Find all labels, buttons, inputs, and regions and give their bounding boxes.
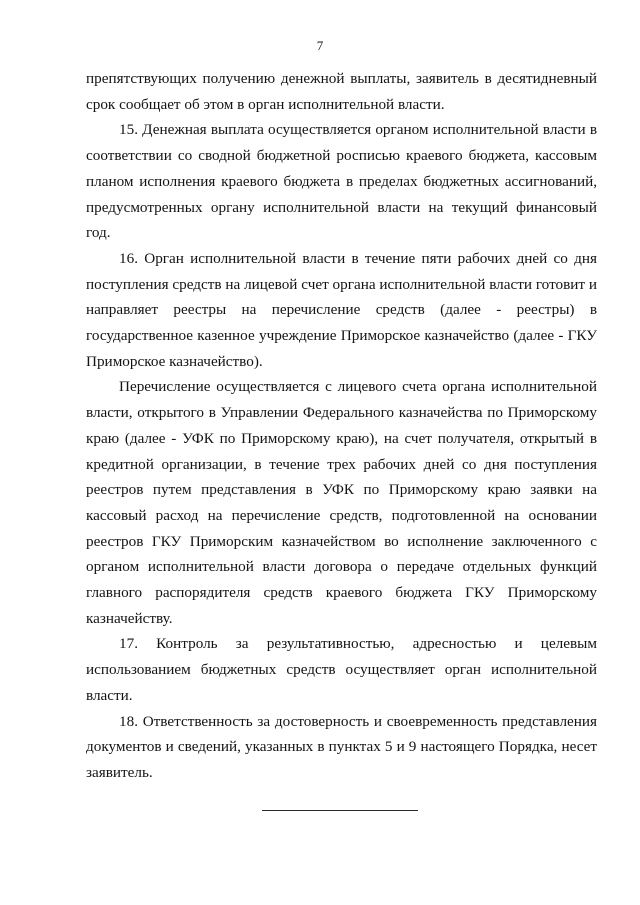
document-body <box>86 66 597 786</box>
paragraph-18: 18. Ответственность за достоверность и своевременность представления документов и сведений, указанных в пунктах 5 и 9 настоящего Порядка, несет заявитель. <box>86 712 597 781</box>
page-number: 7 <box>316 38 324 53</box>
paragraph-transfer: Перечисление осуществляется с лицевого счета органа исполнительной власти, открытого в Управлении Федерального казначейства по Приморскому краю (далее - УФК по Приморскому краю), на счет получателя, открытый в кредитной организации, в течение трех рабочих дней со дня поступления реестров путем представления в УФК по Приморскому краю заявки на кассовый расход на перечисление средств, подготовленной на основании реестров ГКУ Приморским казначейством во исполнение заключенного с органом исполнительной власти договора о передаче отдельных функций главного распорядителя средств краевого бюджета ГКУ Приморскому казначейству. <box>86 378 597 627</box>
paragraph-17: 17. Контроль за результативностью, адресностью и целевым использованием бюджетных средств осуществляет орган исполнительной власти. <box>86 635 597 704</box>
closing-rule <box>262 810 418 811</box>
paragraph-16: 16. Орган исполнительной власти в течение пяти рабочих дней со дня поступления средств на лицевой счет органа исполнительной власти готовит и направляет реестры на перечисление средств (далее - реестры) в государственное казенное учреждение Приморское казначейство (далее - ГКУ Приморское казначейство). <box>86 249 597 370</box>
paragraph-continuation: препятствующих получению денежной выплаты, заявитель в десятидневный срок сообщает об этом в орган исполнительной власти. <box>86 70 597 113</box>
paragraph-15: 15. Денежная выплата осуществляется органом исполнительной власти в соответствии со сводной бюджетной росписью краевого бюджета, кассовым планом исполнения краевого бюджета в пределах бюджетных ассигнований, предусмотренных органу исполнительной власти на текущий финансовый год. <box>86 121 597 242</box>
